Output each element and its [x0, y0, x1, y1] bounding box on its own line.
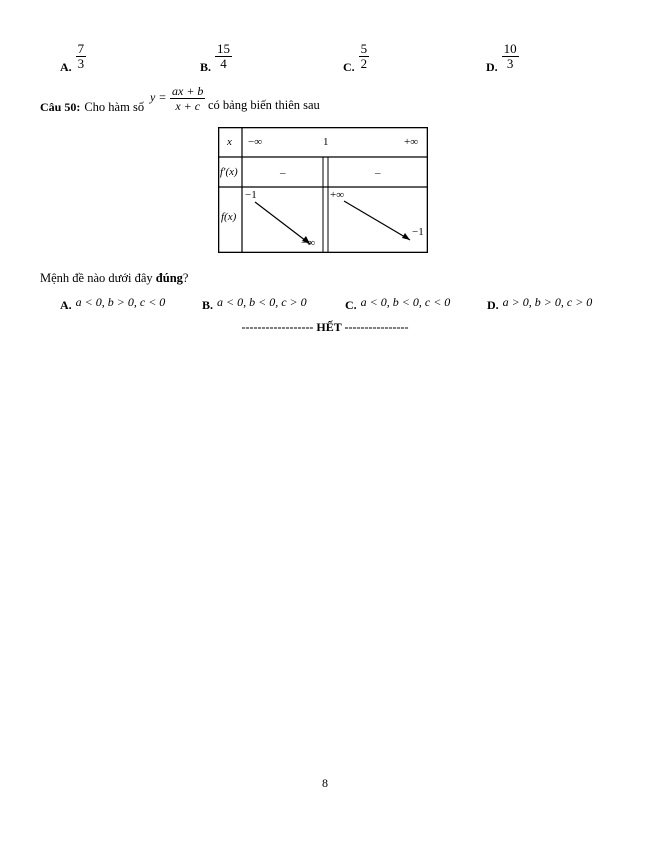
denominator: 3: [506, 56, 514, 71]
statement-suffix: ?: [182, 271, 189, 285]
fraction: [215, 42, 232, 71]
row-label-x: x: [227, 136, 232, 148]
option-text: a < 0, b > 0, c < 0: [75, 295, 166, 309]
sign-left: –: [280, 167, 286, 179]
variation-table: [218, 127, 428, 253]
option-c: [345, 293, 450, 311]
question-text-before: Cho hàm số: [84, 100, 145, 114]
fraction: [359, 42, 370, 71]
option-label: B.: [202, 298, 214, 312]
numerator: 5: [360, 41, 368, 56]
f-right-top: +∞: [330, 189, 345, 201]
option-a: [60, 293, 165, 311]
fraction: [76, 42, 87, 71]
statement-prefix: Mệnh đề nào dưới đây: [40, 271, 156, 285]
prev-answer-b: [200, 40, 232, 74]
option-label: C.: [343, 60, 355, 74]
option-label: D.: [487, 298, 499, 312]
prev-answer-d: [486, 40, 519, 74]
x-right-value: +∞: [404, 136, 419, 148]
f-left-bottom: −∞: [301, 237, 316, 249]
fraction: [502, 42, 519, 71]
question-number: Câu 50:: [40, 100, 81, 114]
row-label-fprime: f′(x): [220, 166, 238, 178]
option-text: a > 0, b > 0, c > 0: [502, 295, 593, 309]
row-label-f: f(x): [221, 211, 237, 223]
f-right-bottom: −1: [412, 226, 424, 238]
question-line: [40, 98, 144, 116]
x-left-value: −∞: [248, 136, 263, 148]
option-label: D.: [486, 60, 498, 74]
option-d: [487, 293, 592, 311]
denominator: 3: [77, 56, 85, 71]
equation-fraction: [170, 82, 205, 113]
prev-answer-c: [343, 40, 369, 74]
equation-lhs: y =: [150, 90, 167, 104]
x-mid-value: 1: [323, 136, 329, 148]
end-marker: ------------------ HẾT ----------------: [241, 320, 409, 334]
f-left-top: −1: [245, 189, 257, 201]
option-label: B.: [200, 60, 212, 74]
denominator: 2: [360, 56, 368, 71]
question-text-after: có bảng biến thiên sau: [208, 98, 320, 112]
prev-answer-a: [60, 40, 86, 74]
page-number: 8: [322, 776, 328, 790]
statement: [40, 271, 188, 286]
numerator: 10: [503, 41, 517, 56]
option-label: C.: [345, 298, 357, 312]
statement-bold: đúng: [155, 271, 183, 285]
option-text: a < 0, b < 0, c < 0: [360, 295, 451, 309]
option-label: A.: [60, 60, 72, 74]
option-b: [202, 293, 307, 311]
numerator: ax + b: [172, 84, 204, 98]
numerator: 15: [217, 41, 231, 56]
sign-right: –: [375, 167, 381, 179]
denominator: 4: [220, 56, 227, 71]
denominator: x + c: [175, 99, 201, 113]
option-label: A.: [60, 298, 72, 312]
numerator: 7: [77, 41, 85, 56]
option-text: a < 0, b < 0, c > 0: [217, 295, 307, 309]
